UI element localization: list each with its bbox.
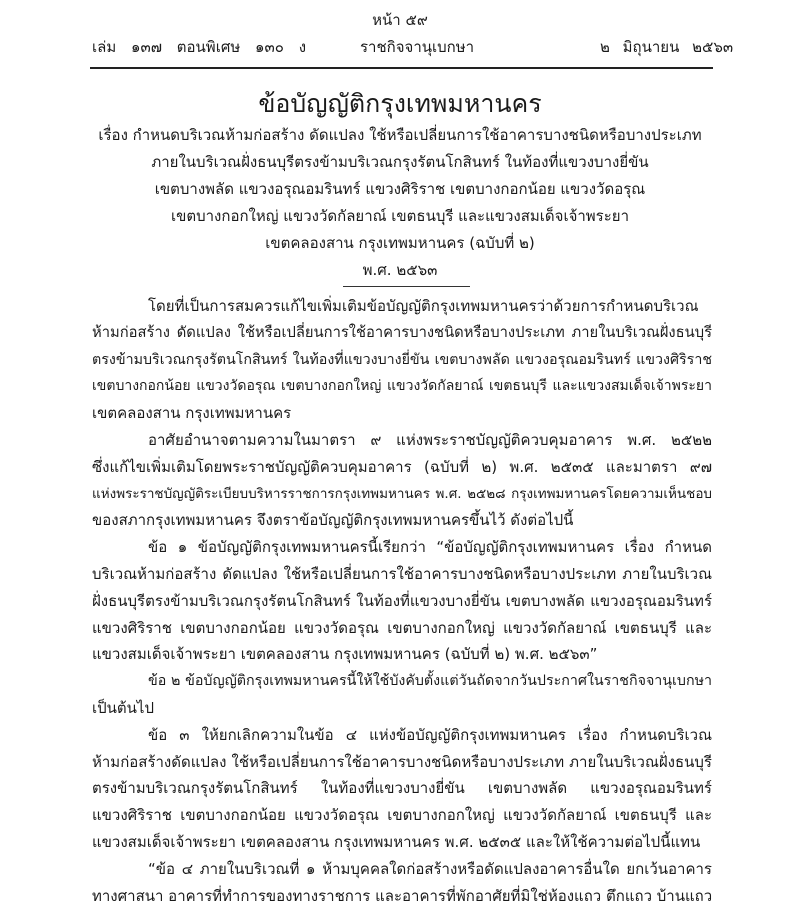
text-line: ข้อ ๒ ข้อบัญญัติกรุงเทพมหานครนี้ให้ใช้บังคับตั้งแต่วันถัดจากวันประกาศในราชกิจจานุเบกษา (148, 673, 712, 690)
text-line: ซึ่งแก้ไขเพิ่มเติมโดยพระราชบัญญัติควบคุมอาคาร (ฉบับที่ ๒) พ.ศ. ๒๕๓๕ และมาตรา ๙๗ (92, 457, 712, 476)
text-line: เขตคลองสาน กรุงเทพมหานคร (92, 404, 292, 423)
clause-3-paragraph (92, 722, 712, 856)
page-number: หน้า ๕๙ (372, 11, 428, 29)
text-line: ทางศาสนา อาคารที่ทำการของทางราชการ และอาคารที่พักอาศัยที่มิใช่ห้องแถว ตึกแถว บ้านแถว (92, 886, 713, 905)
text-line: แห่งพระราชบัญญัติระเบียบบริหารราชการกรุงเทพมหานคร พ.ศ. ๒๕๒๘ กรุงเทพมหานครโดยความเห็นชอบ (92, 485, 712, 502)
text-line: ฝั่งธนบุรีตรงข้ามบริเวณกรุงรัตนโกสินทร์ ในท้องที่แขวงบางยี่ขัน เขตบางพลัด แขวงอรุณอมรินทร์ (92, 591, 712, 610)
text-line: แขวงสมเด็จเจ้าพระยา เขตคลองสาน กรุงเทพมหานคร พ.ศ. ๒๕๓๕ และให้ใช้ความต่อไปนี้แทน (92, 832, 701, 851)
title-divider (343, 286, 470, 287)
clause-2-paragraph (92, 668, 712, 722)
volume-info: เล่ม ๑๓๗ ตอนพิเศษ ๑๓๐ ง (92, 38, 307, 56)
text-line: ห้ามก่อสร้างดัดแปลง ใช้หรือเปลี่ยนการใช้อาคารบางชนิดหรือบางประเภท ภายในบริเวณฝั่งธนบุรี (92, 752, 712, 771)
text-line: ข้อ ๑ ข้อบัญญัติกรุงเทพมหานครนี้เรียกว่า “ข้อบัญญัติกรุงเทพมหานคร เรื่อง กำหนด (148, 538, 712, 557)
text-line: ข้อ ๓ ให้ยกเลิกความในข้อ ๔ แห่งข้อบัญญัติกรุงเทพมหานคร เรื่อง กำหนดบริเวณ (148, 725, 712, 744)
subject-line: ภายในบริเวณฝั่งธนบุรีตรงข้ามบริเวณกรุงรัตนโกสินทร์ ในท้องที่แขวงบางยี่ขัน (151, 153, 649, 171)
document-body (92, 293, 712, 909)
text-line: ของสภากรุงเทพมหานคร จึงตราข้อบัญญัติกรุงเทพมหานครขึ้นไว้ ดังต่อไปนี้ (92, 511, 574, 530)
subject-block (0, 122, 800, 284)
subject-line: เขตคลองสาน กรุงเทพมหานคร (ฉบับที่ ๒) (265, 234, 535, 252)
publication-date: ๒ มิถุนายน ๒๕๖๓ (600, 38, 734, 56)
text-line: แขวงศิริราช เขตบางกอกน้อย แขวงวัดอรุณ เขตบางกอกใหญ่ แขวงวัดกัลยาณ์ เขตธนบุรี และ (92, 806, 712, 825)
text-line: โดยที่เป็นการสมควรแก้ไขเพิ่มเติมข้อบัญญัติกรุงเทพมหานครว่าด้วยการกำหนดบริเวณ (148, 297, 699, 315)
text-line: แขวงสมเด็จเจ้าพระยา เขตคลองสาน กรุงเทพมหานคร (ฉบับที่ ๒) พ.ศ. ๒๕๖๓” (92, 645, 598, 664)
text-line: แขวงศิริราช เขตบางกอกน้อย แขวงวัดอรุณ เขตบางกอกใหญ่ แขวงวัดกัลยาณ์ เขตธนบุรี และ (92, 618, 712, 637)
preamble-paragraph (92, 293, 712, 427)
subject-line: เขตบางพลัด แขวงอรุณอมรินทร์ แขวงศิริราช เขตบางกอกน้อย แขวงวัดอรุณ (154, 180, 646, 198)
publication-name: ราชกิจจานุเบกษา (360, 38, 475, 56)
subject-line: เรื่อง กำหนดบริเวณห้ามก่อสร้าง ดัดแปลง ใช้หรือเปลี่ยนการใช้อาคารบางชนิดหรือบางประเภท (98, 126, 702, 144)
text-line: เขตบางกอกน้อย แขวงวัดอรุณ เขตบางกอกใหญ่ แขวงวัดกัลยาณ์ เขตธนบุรี และแขวงสมเด็จเจ้าพระยา (92, 378, 712, 395)
document-title: ข้อบัญญัติกรุงเทพมหานคร (258, 89, 542, 118)
text-line: ตรงข้ามบริเวณกรุงรัตนโกสินทร์ ในท้องที่แขวงบางยี่ขัน เขตบางพลัด แขวงอรุณอมรินทร์ แขวงศิริราช (92, 351, 712, 368)
clause-1-paragraph (92, 534, 712, 668)
header-divider (90, 67, 713, 69)
clause-4-paragraph (92, 856, 712, 910)
authority-paragraph (92, 427, 712, 534)
text-line: ห้ามก่อสร้าง ดัดแปลง ใช้หรือเปลี่ยนการใช้อาคารบางชนิดหรือบางประเภท ภายในบริเวณฝั่งธนบุรี (92, 323, 712, 341)
text-line: เป็นต้นไป (92, 698, 154, 717)
year-line: พ.ศ. ๒๕๖๓ (362, 261, 438, 279)
text-line: “ข้อ ๔ ภายในบริเวณที่ ๑ ห้ามบุคคลใดก่อสร้างหรือดัดแปลงอาคารอื่นใด ยกเว้นอาคาร (148, 859, 712, 878)
text-line: อาศัยอำนาจตามความในมาตรา ๙ แห่งพระราชบัญญัติควบคุมอาคาร พ.ศ. ๒๕๒๒ (148, 430, 712, 449)
text-line: บริเวณห้ามก่อสร้าง ดัดแปลง ใช้หรือเปลี่ยนการใช้อาคารบางชนิดหรือบางประเภท ภายในบริเวณ (92, 564, 712, 583)
subject-line: เขตบางกอกใหญ่ แขวงวัดกัลยาณ์ เขตธนบุรี และแขวงสมเด็จเจ้าพระยา (170, 207, 630, 225)
text-line: ตรงข้ามบริเวณกรุงรัตนโกสินทร์ ในท้องที่แขวงบางยี่ขัน เขตบางพลัด แขวงอรุณอมรินทร์ (92, 779, 712, 798)
